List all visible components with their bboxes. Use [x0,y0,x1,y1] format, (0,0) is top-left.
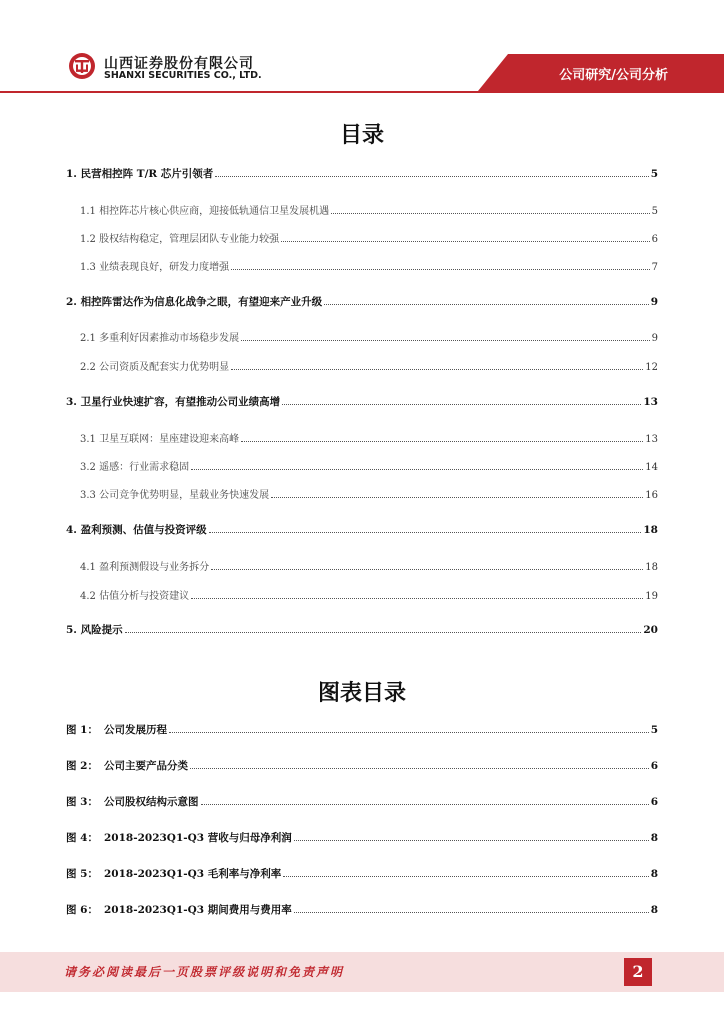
toc-entry-label: 5. 风险提示 [66,624,123,636]
toc-entry-page: 19 [645,591,658,602]
figure-label: 公司主要产品分类 [104,760,188,772]
toc-entry[interactable] [66,166,658,184]
toc-entry-label: 3. 卫星行业快速扩容，有望推动公司业绩高增 [66,396,281,408]
toc-entry-page: 20 [643,624,658,636]
figure-label: 2018-2023Q1-Q3 营收与归母净利润 [104,832,292,844]
leader-dots [324,304,649,305]
toc-entry[interactable] [80,358,658,376]
leader-dots [271,497,643,498]
figure-number: 图 2： [66,760,98,772]
leader-dots [201,804,649,805]
figure-number: 图 5： [66,868,98,880]
toc-entry[interactable] [80,458,658,476]
figure-label: 公司股权结构示意图 [104,796,199,808]
leader-dots [215,176,648,177]
toc-entry[interactable] [66,522,658,540]
toc-entry-page: 7 [651,262,658,273]
figure-number: 图 1： [66,724,98,736]
toc-entry-label: 3.2 遥感：行业需求稳固 [80,462,190,473]
leader-dots [211,569,643,570]
toc-entry[interactable] [80,587,658,605]
toc-entry-label: 1.1 相控阵芯片核心供应商，迎接低轨通信卫星发展机遇 [80,206,330,217]
toc-entry-label: 1.2 股权结构稳定，管理层团队专业能力较强 [80,234,280,245]
leader-dots [281,241,650,242]
figure-entry[interactable] [66,902,658,920]
figure-entry[interactable] [66,866,658,884]
leader-dots [241,340,650,341]
toc-entry-page: 9 [650,296,658,308]
company-name-en: SHANXI SECURITIES CO., LTD. [104,70,262,81]
figure-label: 2018-2023Q1-Q3 期间费用与费用率 [104,904,292,916]
report-category: 公司研究/公司分析 [559,68,668,83]
company-name-cn: 山西证券股份有限公司 [104,56,254,72]
leader-dots [331,213,650,214]
figure-number: 图 6： [66,904,98,916]
figure-page: 6 [650,796,658,808]
leader-dots [231,269,650,270]
leader-dots [294,912,649,913]
toc-entry-label: 3.3 公司竞争优势明显，星载业务快速发展 [80,490,270,501]
figure-page: 8 [650,868,658,880]
toc-entry-page: 18 [643,524,658,536]
toc-title: 目录 [339,123,384,148]
leader-dots [190,768,649,769]
toc-entry[interactable] [80,486,658,504]
disclaimer-notice: 请务必阅读最后一页股票评级说明和免责声明 [64,965,345,979]
leader-dots [209,532,642,533]
toc-entry[interactable] [80,430,658,448]
toc-entry-page: 13 [645,434,658,445]
toc-entry-page: 13 [643,396,658,408]
toc-entry[interactable] [66,294,658,312]
leader-dots [191,598,643,599]
toc-entry-label: 4.2 估值分析与投资建议 [80,591,190,602]
figure-number: 图 4： [66,832,98,844]
leader-dots [125,632,642,633]
toc-entry-page: 9 [651,333,658,344]
toc-entry-label: 4.1 盈利预测假设与业务拆分 [80,562,210,573]
toc-entry-label: 2. 相控阵雷达作为信息化战争之眼，有望迎来产业升级 [66,296,323,308]
figure-number: 图 3： [66,796,98,808]
leader-dots [231,369,643,370]
leader-dots [169,732,649,733]
toc-entry[interactable] [80,230,658,248]
toc-entry-page: 12 [645,362,658,373]
toc-entry[interactable] [80,558,658,576]
toc-entry-page: 14 [645,462,658,473]
shanxi-securities-logo-icon [68,52,96,80]
toc-entry-label: 2.2 公司资质及配套实力优势明显 [80,362,230,373]
figure-entry[interactable] [66,794,658,812]
figure-list-title: 图表目录 [317,681,406,706]
figure-page: 8 [650,832,658,844]
leader-dots [294,840,649,841]
figure-label: 公司发展历程 [104,724,167,736]
figure-entry[interactable] [66,830,658,848]
toc-entry-label: 3.1 卫星互联网：星座建设迎来高峰 [80,434,240,445]
leader-dots [283,876,648,877]
toc-entry-label: 1.3 业绩表现良好，研发力度增强 [80,262,230,273]
page-header [0,0,724,100]
leader-dots [282,404,641,405]
leader-dots [191,469,643,470]
figure-entry[interactable] [66,722,658,740]
toc-entry-label: 4. 盈利预测、估值与投资评级 [66,524,207,536]
toc-entry-label: 2.1 多重利好因素推动市场稳步发展 [80,333,240,344]
figure-page: 6 [650,760,658,772]
toc-entry-page: 6 [651,234,658,245]
toc-entry-page: 5 [651,206,658,217]
figure-label: 2018-2023Q1-Q3 毛利率与净利率 [104,868,282,880]
toc-entry[interactable] [80,329,658,347]
toc-entry-page: 5 [650,168,658,180]
page-number: 2 [624,958,652,986]
toc-entry[interactable] [66,394,658,412]
figure-page: 8 [650,904,658,916]
toc-entry[interactable] [80,258,658,276]
figure-entry[interactable] [66,758,658,776]
figure-page: 5 [650,724,658,736]
toc-entry[interactable] [66,622,658,640]
toc-entry-label: 1. 民营相控阵 T/R 芯片引领者 [66,168,214,180]
leader-dots [241,441,643,442]
toc-entry-page: 18 [645,562,658,573]
toc-entry[interactable] [80,202,658,220]
header-divider [0,91,724,93]
toc-entry-page: 16 [645,490,658,501]
